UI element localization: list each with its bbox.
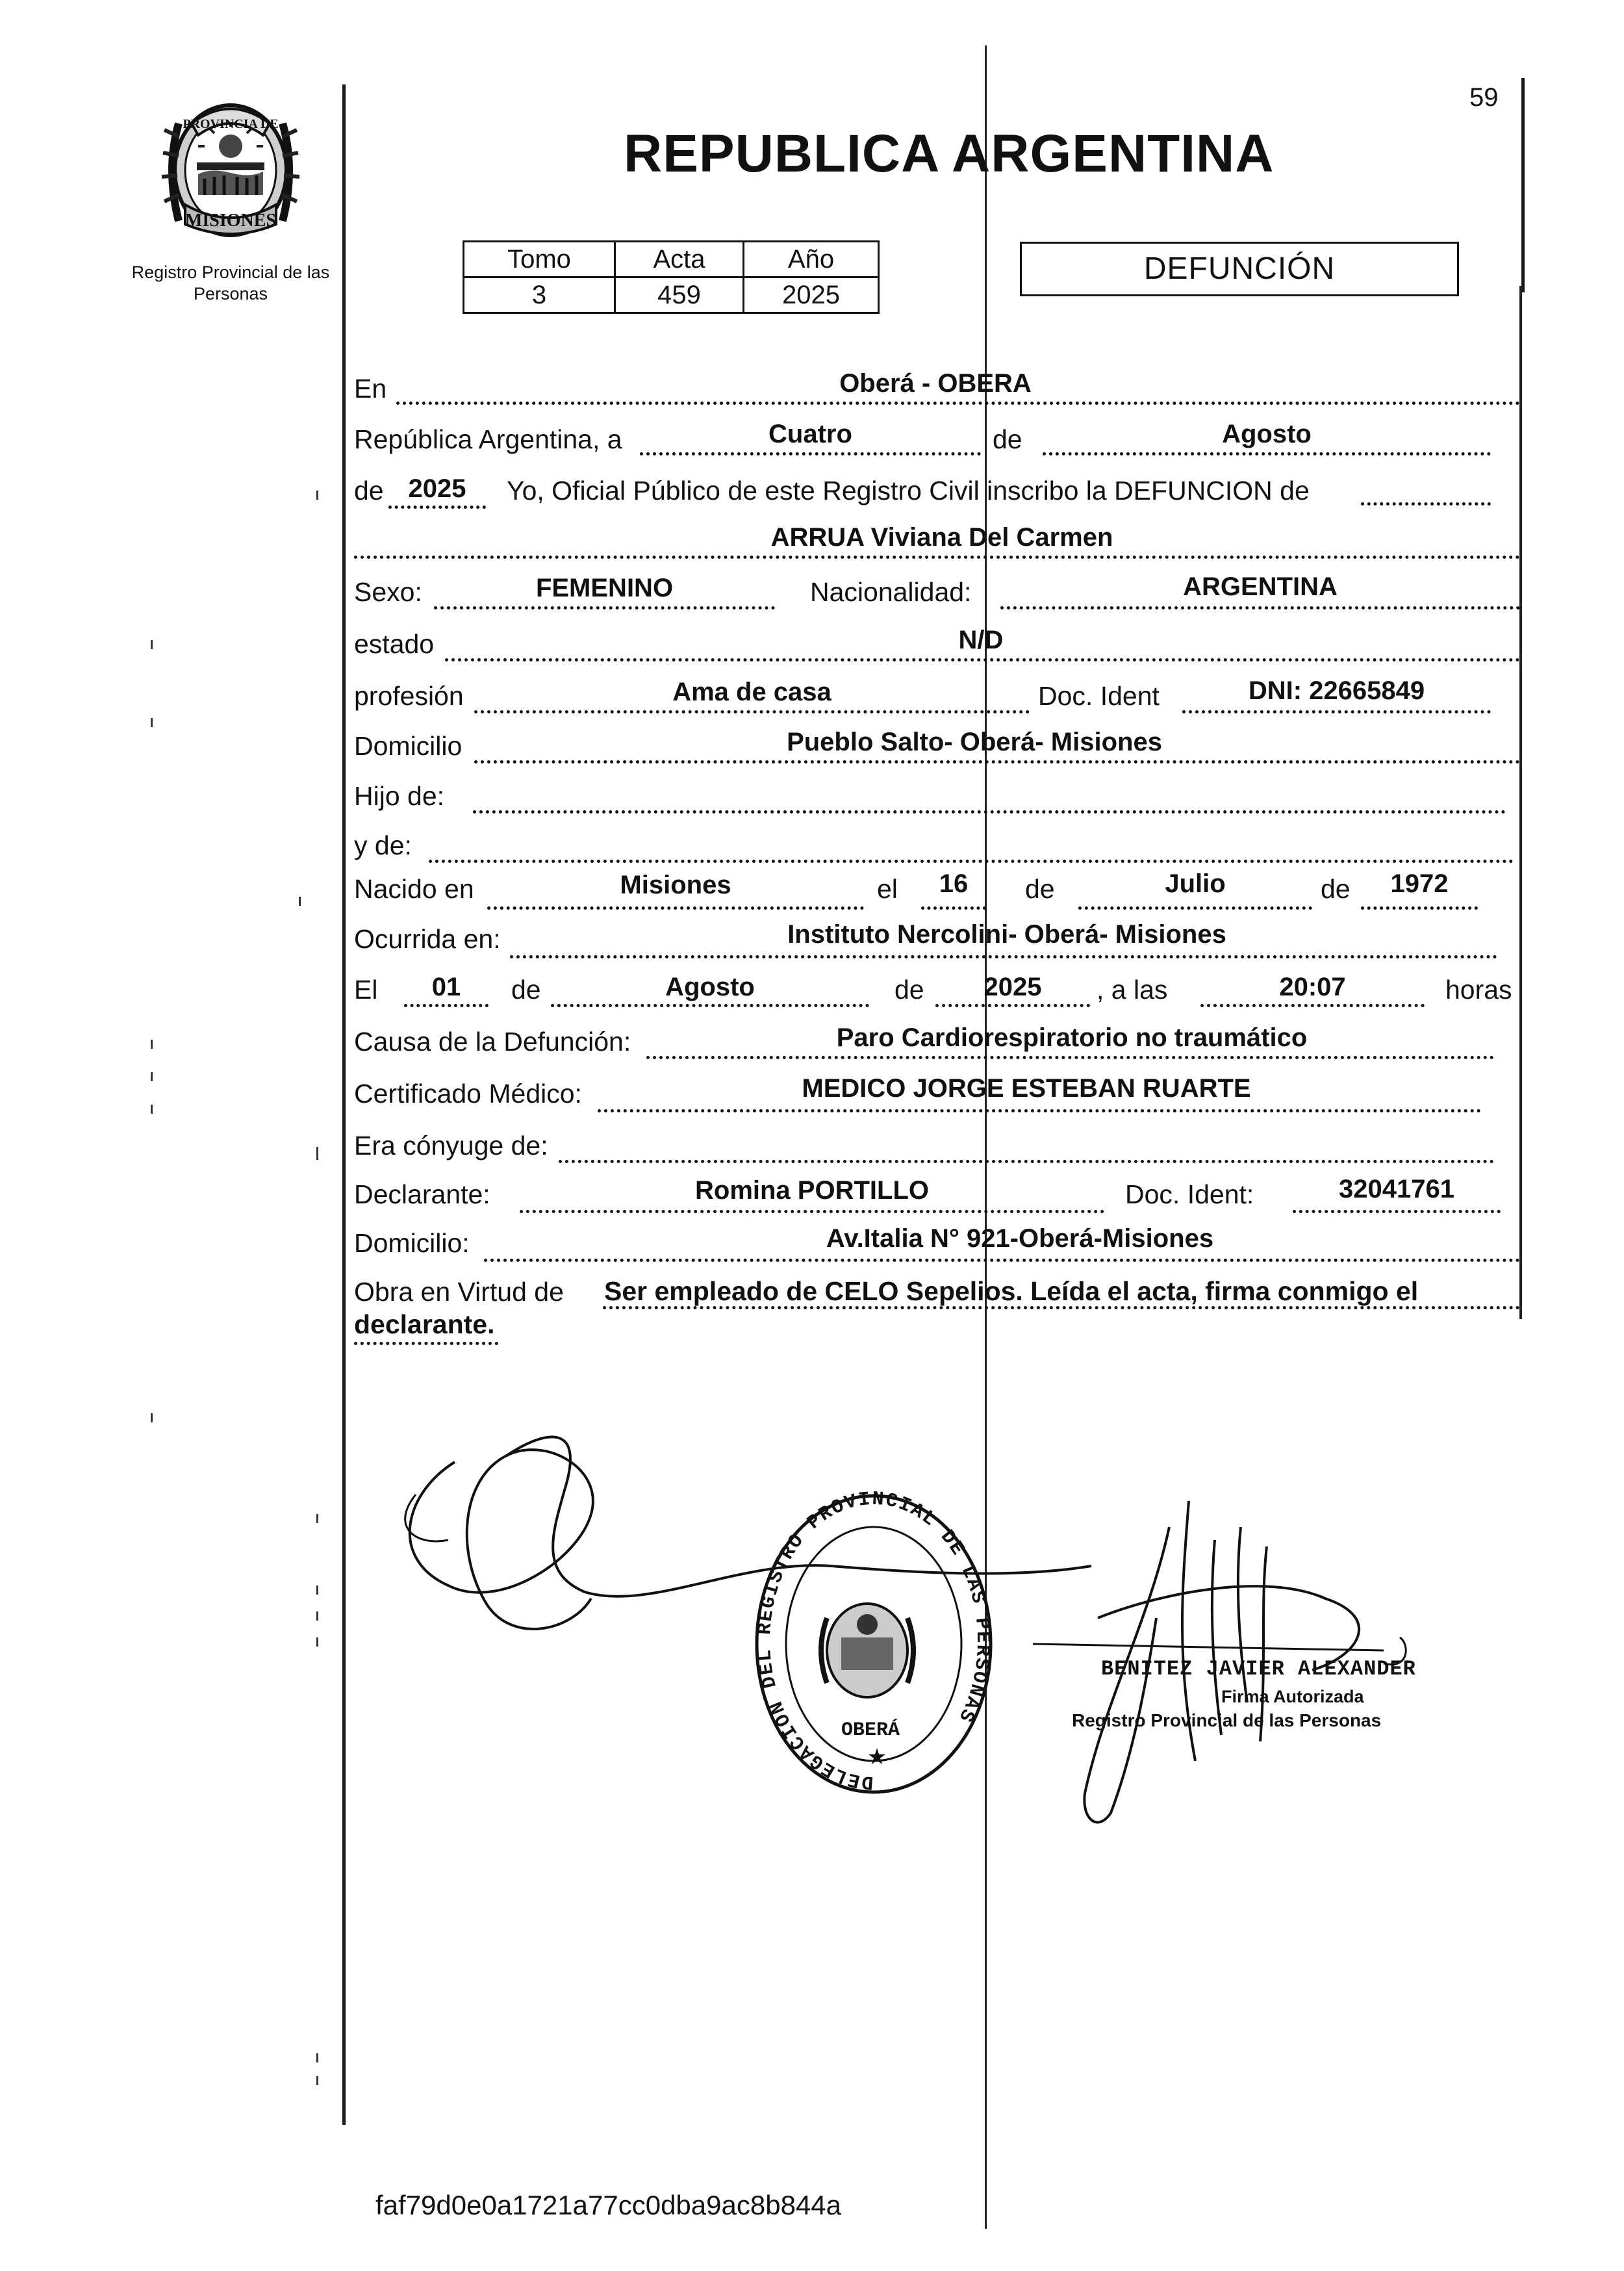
nacido-en-label: Nacido en [354,874,474,904]
profesion-dotted-line [474,710,1030,713]
estado-dotted-line [445,658,1520,661]
seal-star-icon: ★ [867,1745,887,1769]
margin-mark [151,1413,153,1422]
margin-mark [151,640,153,649]
y-de-label: y de: [354,830,412,860]
registry-numbers-table [463,240,880,314]
margin-mark [316,491,318,500]
margin-mark [151,718,153,727]
margin-mark [316,2053,318,2062]
nac-el-label: el [877,874,898,904]
def-de2-label: de [894,975,924,1005]
profesion-label: profesión [354,681,464,711]
seal-ring-text: DELEGACION DEL REGISTRO PROVINCIAL DE LAS PERSONAS [754,1488,994,1793]
anio-prefix-label: de [354,476,384,506]
causa-label: Causa de la Defunción: [354,1027,631,1057]
inscribo-dotted-line [1361,502,1491,506]
def-el-label: El [354,975,378,1005]
obra-dotted-line2 [354,1342,498,1345]
acta-header: Acta [615,242,744,277]
margin-mark [316,1611,318,1621]
dia-dotted-line [640,452,981,455]
republica-label: República Argentina, a [354,424,622,454]
nac-mes-value: Julio [1165,869,1226,898]
margin-mark [316,1585,318,1595]
sexo-label: Sexo: [354,577,422,607]
nac-anio-value: 1972 [1390,869,1449,898]
nombre-dotted-line [354,556,1520,559]
hijo-de-dotted-line [473,810,1506,814]
nacido-en-value: Misiones [620,871,731,899]
nacionalidad-value: ARGENTINA [1183,572,1338,601]
domicilio-value: Pueblo Salto- Oberá- Misiones [787,728,1162,756]
ocurrida-label: Ocurrida en: [354,924,501,954]
margin-mark [316,1637,318,1647]
right-margin-rule-lower [1519,286,1522,1319]
official-stamp-line1: Firma Autorizada [1221,1687,1364,1706]
decl-doc-dotted-line [1293,1210,1501,1213]
en-value: Oberá - OBERA [839,369,1032,398]
seal-city: OBERÁ [841,1719,900,1741]
en-label: En [354,374,387,404]
sexo-dotted-line [434,606,775,609]
certificado-label: Certificado Médico: [354,1079,582,1109]
page-number: 59 [1469,83,1499,112]
def-anio-dotted-line [935,1004,1090,1007]
hora-dotted-line [1200,1004,1425,1007]
tomo-value: 3 [464,277,615,313]
certificado-dotted-line [598,1109,1481,1112]
hijo-de-label: Hijo de: [354,781,445,811]
document-title: REPUBLICA ARGENTINA [624,124,1275,183]
conyuge-dotted-line [559,1160,1494,1163]
anio-value: 2025 [408,474,466,503]
nac-de2-label: de [1321,874,1351,904]
registry-header-row [464,242,879,277]
dia-texto-value: Cuatro [768,420,852,448]
acta-value: 459 [615,277,744,313]
ocurrida-value: Instituto Nercolini- Oberá- Misiones [787,920,1226,949]
decl-doc-label: Doc. Ident: [1125,1179,1254,1209]
nac-mes-dotted-line [1078,906,1312,910]
declarante-label: Declarante: [354,1179,490,1209]
decl-domicilio-dotted-line [484,1259,1520,1262]
profesion-value: Ama de casa [672,678,831,706]
left-margin-rule [342,84,346,2125]
margin-mark [316,1514,318,1523]
anio-dotted-line [388,506,486,509]
def-anio-value: 2025 [983,973,1042,1001]
obra-dotted-line1 [603,1306,1520,1309]
official-stamp-line2: Registro Provincial de las Personas [1072,1710,1382,1730]
estado-label: estado [354,629,435,659]
tomo-header: Tomo [464,242,615,277]
anio-header: Año [744,242,879,277]
a-las-label: , a las [1097,975,1168,1005]
conyuge-label: Era cónyuge de: [354,1131,548,1161]
horas-label: horas [1445,975,1512,1005]
decl-domicilio-value: Av.Italia N° 921-Oberá-Misiones [826,1224,1214,1253]
margin-mark [299,897,301,906]
obra-text-line1: Ser empleado de CELO Sepelios. Leída el acta, firma conmigo el [604,1276,1419,1306]
nacionalidad-dotted-line [1000,606,1520,609]
ocurrida-dotted-line [510,955,1497,958]
margin-mark [151,1105,153,1114]
def-de1-label: de [511,975,541,1005]
decl-domicilio-label: Domicilio: [354,1228,470,1258]
doc-ident-dotted-line [1182,710,1491,713]
def-mes-value: Agosto [665,973,755,1001]
margin-mark [151,1040,153,1049]
declarante-value: Romina PORTILLO [695,1176,929,1205]
causa-dotted-line [646,1056,1494,1059]
margin-mark [316,1147,318,1160]
anio-value: 2025 [744,277,879,313]
margin-mark [151,1072,153,1081]
mes-texto-value: Agosto [1222,420,1312,448]
official-stamp-name: BENITEZ JAVIER ALEXANDER [1101,1657,1416,1681]
document-type-box: DEFUNCIÓN [1020,242,1459,296]
decl-doc-value: 32041761 [1339,1175,1454,1203]
hora-value: 20:07 [1279,973,1346,1001]
registry-values-row [464,277,879,313]
de-label: de [993,424,1022,454]
nac-de1-label: de [1025,874,1055,904]
nacionalidad-label: Nacionalidad: [810,577,972,607]
mes-dotted-line [1043,452,1491,455]
registry-org-name: Registro Provincial de las Personas [131,263,330,303]
def-mes-dotted-line [551,1004,869,1007]
causa-value: Paro Cardiorespiratorio no traumático [836,1023,1308,1052]
logo-text-bottom: MISIONES [184,211,277,231]
nombre-value: ARRUA Viviana Del Carmen [770,523,1113,552]
inscribo-text: Yo, Oficial Público de este Registro Civil inscribo la DEFUNCION de [507,476,1310,506]
domicilio-dotted-line [474,760,1520,763]
obra-text-line2: declarante. [354,1309,495,1339]
margin-mark [316,2076,318,2085]
certificado-value: MEDICO JORGE ESTEBAN RUARTE [802,1074,1251,1103]
seal-crest-icon [821,1604,913,1697]
def-dia-value: 01 [431,973,461,1001]
document-hash: faf79d0e0a1721a77cc0dba9ac8b844a [375,2190,842,2220]
doc-ident-value: DNI: 22665849 [1248,676,1425,705]
province-coat-of-arms-logo [159,97,302,244]
doc-ident-label: Doc. Ident [1038,681,1160,711]
nacido-en-dotted-line [487,906,864,910]
en-dotted-line [396,402,1520,405]
nac-anio-dotted-line [1361,906,1478,910]
nac-dia-value: 16 [939,869,969,898]
obra-label: Obra en Virtud de [354,1277,564,1307]
domicilio-label: Domicilio [354,731,463,761]
logo-text-top: PROVINCIA DE [183,117,279,131]
nac-dia-dotted-line [921,906,986,910]
y-de-dotted-line [429,860,1514,863]
sexo-value: FEMENINO [535,574,674,602]
declarante-dotted-line [520,1210,1104,1213]
delegation-seal [750,1488,997,1800]
right-margin-rule [1521,78,1525,292]
estado-value: N/D [958,626,1004,654]
def-dia-dotted-line [404,1004,488,1007]
